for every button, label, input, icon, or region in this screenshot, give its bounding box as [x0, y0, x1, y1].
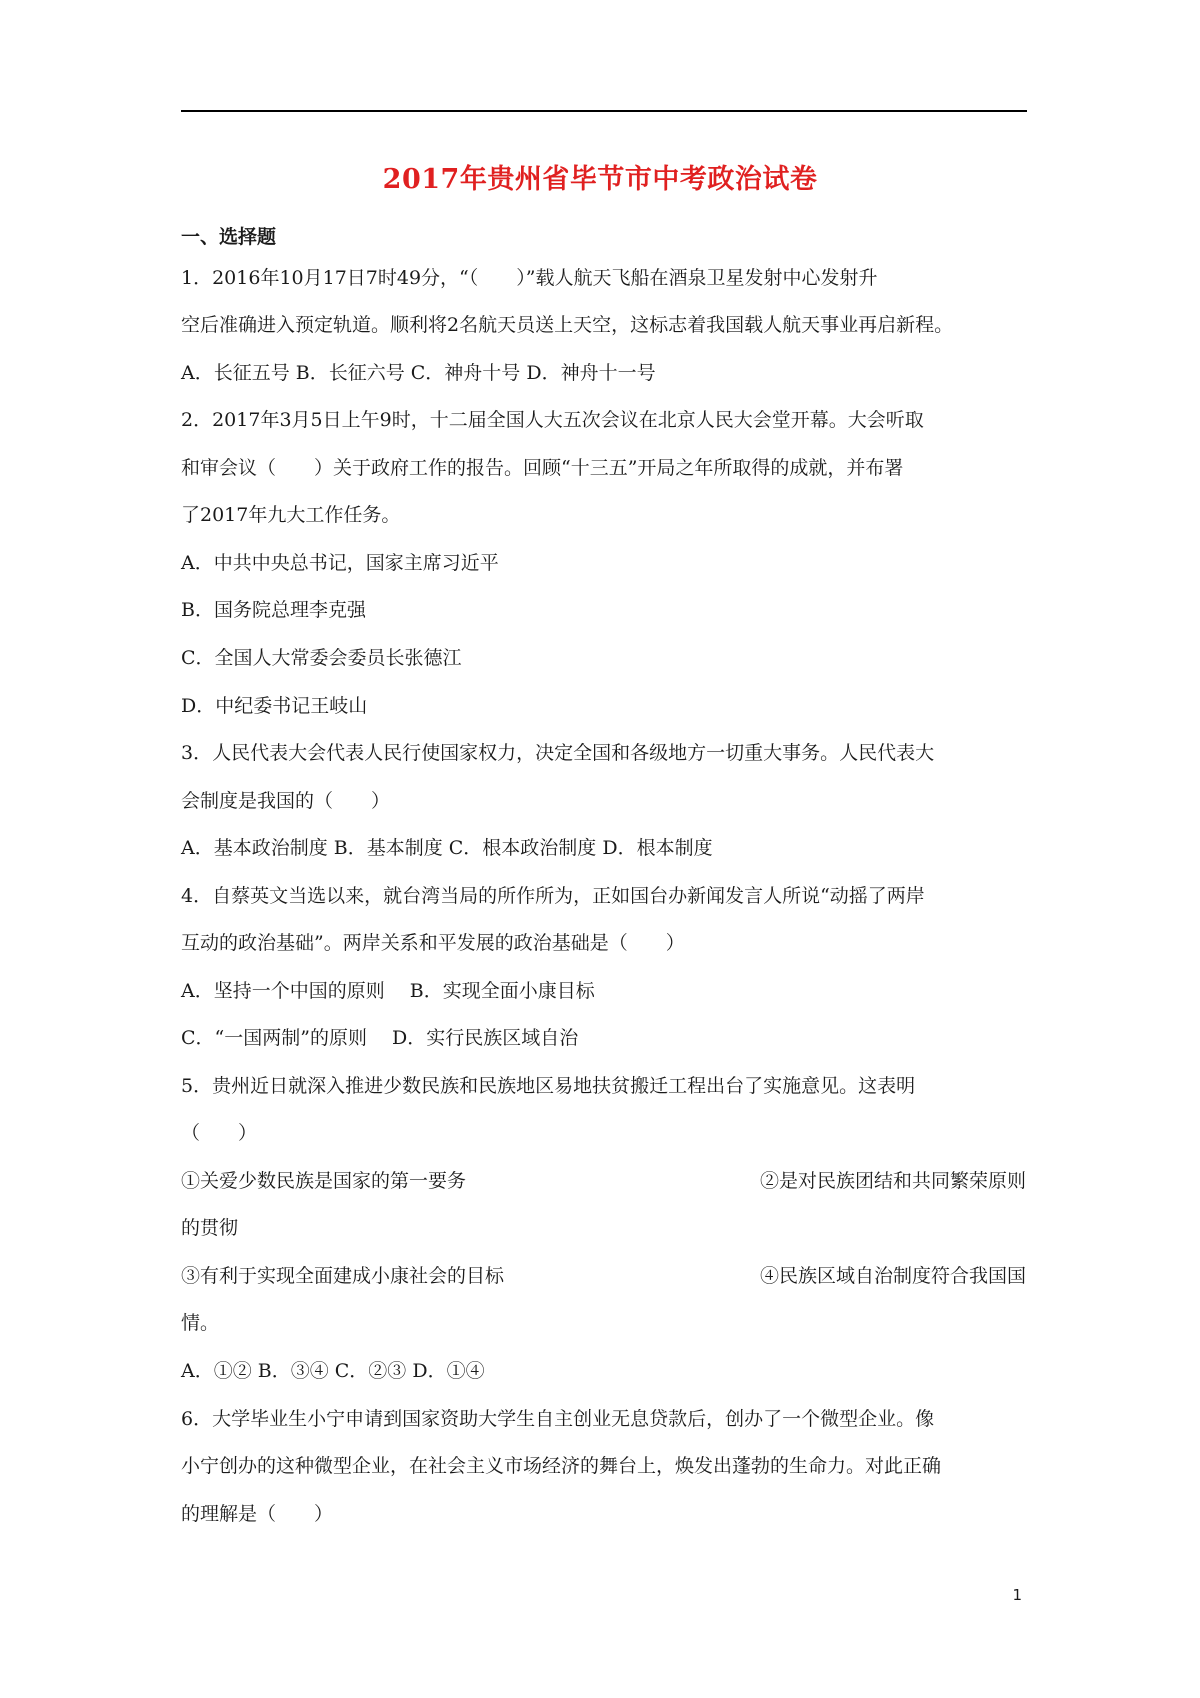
q5-item2: ②是对民族团结和共同繁荣原则 [759, 1170, 1026, 1192]
q5-line2: （ ） [181, 1122, 258, 1144]
q5-item2-continued: 的贯彻 [181, 1217, 239, 1239]
page-number: 1 [1012, 1586, 1022, 1604]
q2-option-c: C．全国人大常委会委员长张德江 [181, 647, 462, 669]
q4-line1: 4．自蔡英文当选以来，就台湾当局的所作所为，正如国台办新闻发言人所说“动摇了两岸 [181, 885, 925, 907]
q1-line1: 1．2016年10月17日7时49分，“（ ）”载人航天飞船在酒泉卫星发射中心发射升 [181, 267, 878, 289]
q5-item3: ③有利于实现全面建成小康社会的目标 [181, 1265, 505, 1287]
q2-option-a: A．中共中央总书记，国家主席习近平 [181, 552, 499, 574]
q3-options: A．基本政治制度 B．基本制度 C．根本政治制度 D．根本制度 [181, 837, 713, 859]
q3-line1: 3．人民代表大会代表人民行使国家权力，决定全国和各级地方一切重大事务。人民代表大 [181, 742, 935, 764]
q2-line2: 和审会议（ ）关于政府工作的报告。回顾“十三五”开局之年所取得的成就，并布署 [181, 457, 904, 479]
q5-line1: 5．贵州近日就深入推进少数民族和民族地区易地扶贫搬迁工程出台了实施意见。这表明 [181, 1075, 916, 1097]
q3-line2: 会制度是我国的（ ） [181, 790, 391, 812]
q5-item4: ④民族区域自治制度符合我国国 [759, 1265, 1026, 1287]
section-heading: 一、选择题 [181, 226, 277, 248]
q4-options-ab: A．坚持一个中国的原则 B．实现全面小康目标 [181, 980, 595, 1002]
q4-line2: 互动的政治基础”。两岸关系和平发展的政治基础是（ ） [181, 932, 685, 954]
q1-line2: 空后准确进入预定轨道。顺利将2名航天员送上天空，这标志着我国载人航天事业再启新程。 [181, 314, 954, 336]
q2-option-d: D．中纪委书记王岐山 [181, 695, 368, 717]
q5-item1: ①关爱少数民族是国家的第一要务 [181, 1170, 467, 1192]
q1-options: A．长征五号 B．长征六号 C．神舟十号 D．神舟十一号 [181, 362, 656, 384]
q6-line1: 6．大学毕业生小宁申请到国家资助大学生自主创业无息贷款后，创办了一个微型企业。像 [181, 1408, 935, 1430]
q5-item4-continued: 情。 [181, 1312, 220, 1334]
document-title: 2017年贵州省毕节市中考政治试卷 [382, 164, 818, 195]
header-rule [181, 110, 1027, 112]
q5-options: A．①② B．③④ C．②③ D．①④ [181, 1360, 485, 1382]
q6-line3: 的理解是（ ） [181, 1503, 334, 1525]
q4-options-cd: C．“一国两制”的原则 D．实行民族区域自治 [181, 1027, 579, 1049]
q6-line2: 小宁创办的这种微型企业，在社会主义市场经济的舞台上，焕发出蓬勃的生命力。对此正确 [181, 1455, 942, 1477]
q2-line1: 2．2017年3月5日上午9时，十二届全国人大五次会议在北京人民大会堂开幕。大会听取 [181, 409, 924, 431]
q2-line3: 了2017年九大工作任务。 [181, 504, 401, 526]
q2-option-b: B．国务院总理李克强 [181, 599, 366, 621]
